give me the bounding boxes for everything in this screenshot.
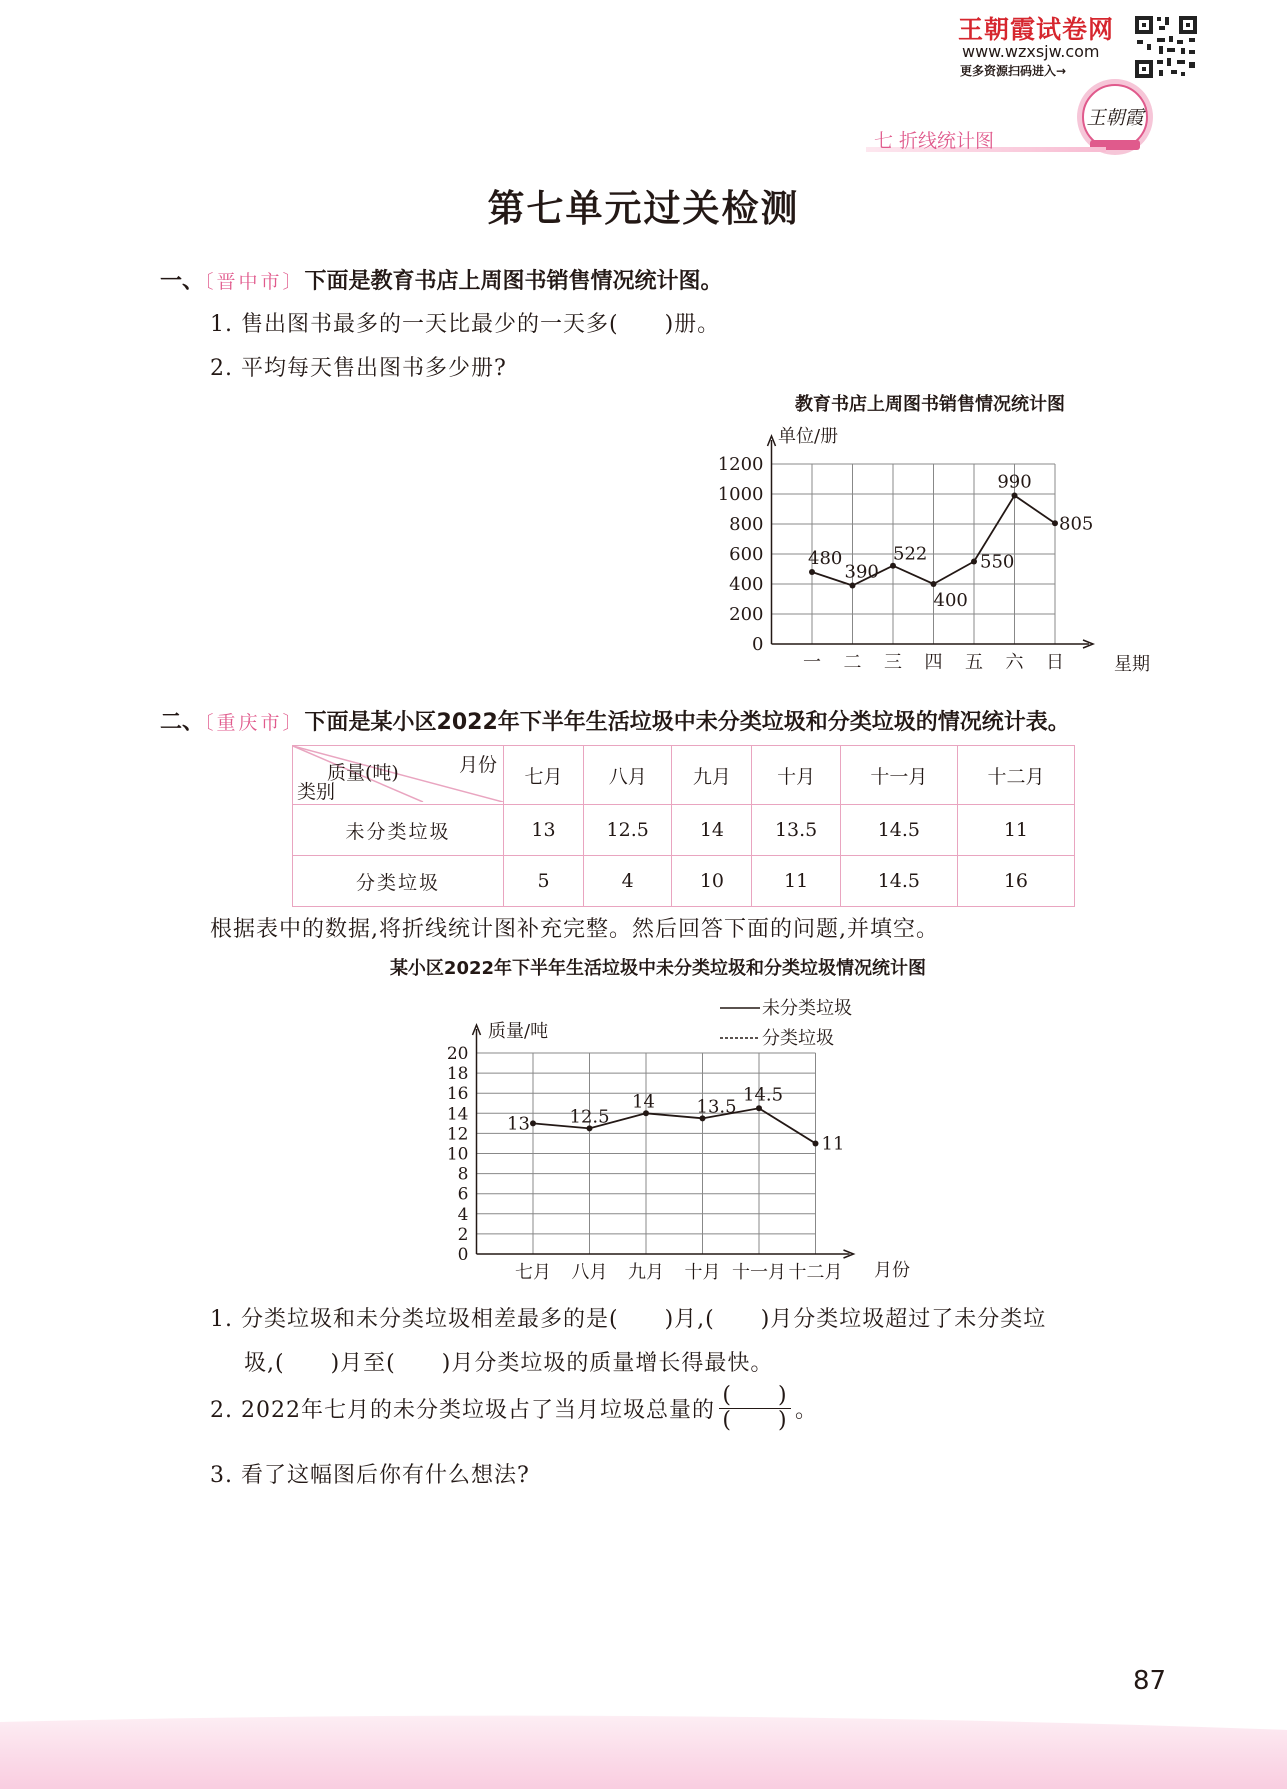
question-text: 下面是教育书店上周图书销售情况统计图。 (304, 269, 723, 294)
data-label: 12.5 (569, 1106, 610, 1128)
item-2-suffix: 。 (794, 1398, 818, 1423)
chart-2-title: 某小区2022年下半年生活垃圾中未分类垃圾和分类垃圾情况统计图 (389, 958, 927, 979)
x-tick-label: 二 (843, 652, 862, 673)
brand-name: 王朝霞试卷网 (958, 15, 1115, 44)
data-label: 14 (632, 1091, 655, 1113)
seal-text: 王朝霞 (1086, 107, 1144, 129)
y-tick-label: 200 (729, 604, 764, 625)
question-text: 下面是某小区2022年下半年生活垃圾中未分类垃圾和分类垃圾的情况统计表。 (304, 710, 1070, 735)
question-2-item-1-line-1: 1. 分类垃圾和未分类垃圾相差最多的是( )月,( )月分类垃圾超过了未分类垃 (210, 1307, 1047, 1332)
table-cell: 12.5 (584, 805, 672, 856)
table-row (293, 856, 1075, 907)
chart-2-xlabel: 月份 (874, 1260, 910, 1281)
data-label: 390 (844, 561, 879, 583)
y-tick-label: 6 (457, 1184, 469, 1205)
question-2-item-1-line-2: 圾,( )月至( )月分类垃圾的质量增长得最快。 (244, 1351, 774, 1376)
data-label: 522 (893, 543, 928, 565)
table-cell: 10 (672, 856, 752, 907)
data-label: 990 (997, 471, 1032, 493)
y-tick-label: 20 (446, 1044, 469, 1064)
data-point (756, 1105, 762, 1111)
question-2-heading (160, 705, 1070, 736)
data-point (813, 1140, 819, 1146)
y-tick-label: 0 (752, 634, 764, 655)
corner-weight-label: 质量(吨) (327, 762, 399, 784)
table-cell: 11 (752, 856, 840, 907)
question-number: 二、 (160, 710, 205, 735)
data-label: 400 (933, 590, 968, 611)
x-tick-label: 九月 (628, 1262, 664, 1283)
y-tick-label: 16 (446, 1084, 469, 1105)
month-header: 九月 (672, 746, 752, 805)
y-tick-label: 2 (457, 1224, 469, 1245)
brand-hint: 更多资源扫码进入→ (960, 64, 1067, 78)
month-header: 十月 (752, 746, 840, 805)
chart-2-legend (720, 998, 852, 1049)
table-cell: 14.5 (840, 856, 957, 907)
fraction-blank[interactable] (719, 1384, 791, 1433)
legend-label-unsorted: 未分类垃圾 (762, 998, 852, 1019)
page-number: 87 (1133, 1666, 1167, 1696)
y-tick-label: 10 (446, 1144, 469, 1165)
table-cell: 16 (957, 856, 1074, 907)
chart-2-grid (477, 1053, 816, 1254)
data-label: 550 (980, 551, 1015, 573)
chart-1-data-labels (808, 472, 1093, 612)
chart-1-title: 教育书店上周图书销售情况统计图 (795, 394, 1065, 415)
x-tick-label: 十二月 (788, 1262, 843, 1283)
question-number: 一、 (160, 269, 205, 294)
data-label: 805 (1059, 513, 1094, 535)
y-tick-label: 1200 (717, 454, 764, 475)
corner-month-label: 月份 (458, 754, 497, 776)
y-tick-label: 400 (729, 574, 764, 595)
table-cell: 11 (957, 805, 1074, 856)
qr-code-icon[interactable] (1133, 14, 1199, 80)
chart-1-xlabel: 星期 (1114, 654, 1150, 675)
x-tick-label: 六 (1005, 652, 1024, 673)
table-corner-cell (293, 746, 504, 805)
chart-2-data-labels (507, 1084, 844, 1154)
data-point (850, 583, 856, 589)
chart-1-y-ticks (718, 454, 764, 655)
y-tick-label: 0 (457, 1245, 469, 1265)
data-label: 11 (821, 1133, 845, 1155)
fraction-numerator[interactable]: ( ) (722, 1383, 788, 1408)
chart-1-ylabel: 单位/册 (778, 426, 839, 447)
corner-category-label: 类别 (297, 781, 336, 803)
page-title: 第七单元过关检测 (487, 187, 800, 230)
x-tick-label: 七月 (515, 1262, 551, 1283)
row-label: 分类垃圾 (293, 856, 504, 907)
x-tick-label: 日 (1046, 652, 1064, 673)
bookstore-sales-chart (660, 388, 1180, 680)
table-header-row (293, 746, 1075, 805)
garbage-stats-table (292, 745, 1075, 907)
data-label: 13.5 (696, 1096, 737, 1118)
chart-1-axes (768, 436, 1094, 648)
brand-url[interactable]: www.wzxsjw.com (962, 42, 1100, 61)
data-point (1052, 520, 1058, 526)
question-2-instruction: 根据表中的数据,将折线统计图补充完整。然后回答下面的问题,并填空。 (210, 917, 939, 942)
month-header: 八月 (584, 746, 672, 805)
x-tick-label: 一 (803, 652, 821, 673)
question-2-item-2 (210, 1384, 818, 1433)
month-header: 十一月 (840, 746, 957, 805)
data-point (530, 1120, 536, 1126)
y-tick-label: 8 (457, 1164, 469, 1185)
legend-label-sorted: 分类垃圾 (762, 1028, 834, 1049)
table-row (293, 805, 1075, 856)
data-label: 13 (507, 1113, 530, 1135)
data-point (1012, 493, 1018, 499)
data-point (809, 569, 815, 575)
table-cell: 4 (584, 856, 672, 907)
data-label: 480 (808, 548, 843, 569)
question-source: 〔重庆市〕 (204, 712, 305, 734)
month-header: 十二月 (957, 746, 1074, 805)
table-cell: 5 (504, 856, 584, 907)
table-cell: 13 (504, 805, 584, 856)
chart-2-axes (473, 1025, 854, 1258)
x-tick-label: 四 (924, 652, 943, 673)
fraction-denominator[interactable]: ( ) (722, 1408, 788, 1433)
data-label: 14.5 (743, 1084, 784, 1106)
x-tick-label: 八月 (571, 1262, 608, 1283)
question-1-item-2: 2. 平均每天售出图书多少册? (210, 356, 507, 381)
question-2-item-3: 3. 看了这幅图后你有什么想法? (210, 1463, 530, 1488)
chapter-label: 七 折线统计图 (874, 130, 995, 152)
chart-2-x-ticks (515, 1262, 843, 1283)
footer-band (0, 1712, 1287, 1789)
row-label: 未分类垃圾 (293, 805, 504, 856)
data-point (931, 581, 937, 587)
table-cell: 13.5 (752, 805, 840, 856)
x-tick-label: 十一月 (732, 1262, 786, 1283)
y-tick-label: 4 (457, 1204, 469, 1225)
x-tick-label: 十月 (684, 1262, 721, 1283)
chart-1-x-ticks (803, 652, 1064, 673)
x-tick-label: 三 (884, 652, 902, 673)
question-1-item-1: 1. 售出图书最多的一天比最少的一天多( )册。 (210, 312, 721, 337)
month-header: 七月 (504, 746, 584, 805)
y-tick-label: 12 (446, 1124, 469, 1145)
question-source: 〔晋中市〕 (204, 271, 305, 293)
y-tick-label: 14 (446, 1104, 469, 1125)
table-cell: 14 (672, 805, 752, 856)
y-tick-label: 1000 (717, 484, 764, 505)
chart-2-ylabel: 质量/吨 (488, 1021, 549, 1042)
y-tick-label: 18 (446, 1064, 469, 1085)
x-tick-label: 五 (965, 652, 983, 673)
data-point (971, 559, 977, 565)
chart-2-y-ticks (447, 1044, 469, 1265)
item-2-text: 2. 2022年七月的未分类垃圾占了当月垃圾总量的 (210, 1398, 715, 1423)
table-cell: 14.5 (840, 805, 957, 856)
y-tick-label: 600 (729, 544, 764, 565)
question-1-heading (160, 264, 723, 295)
garbage-line-chart (300, 950, 940, 1285)
y-tick-label: 800 (729, 514, 764, 535)
